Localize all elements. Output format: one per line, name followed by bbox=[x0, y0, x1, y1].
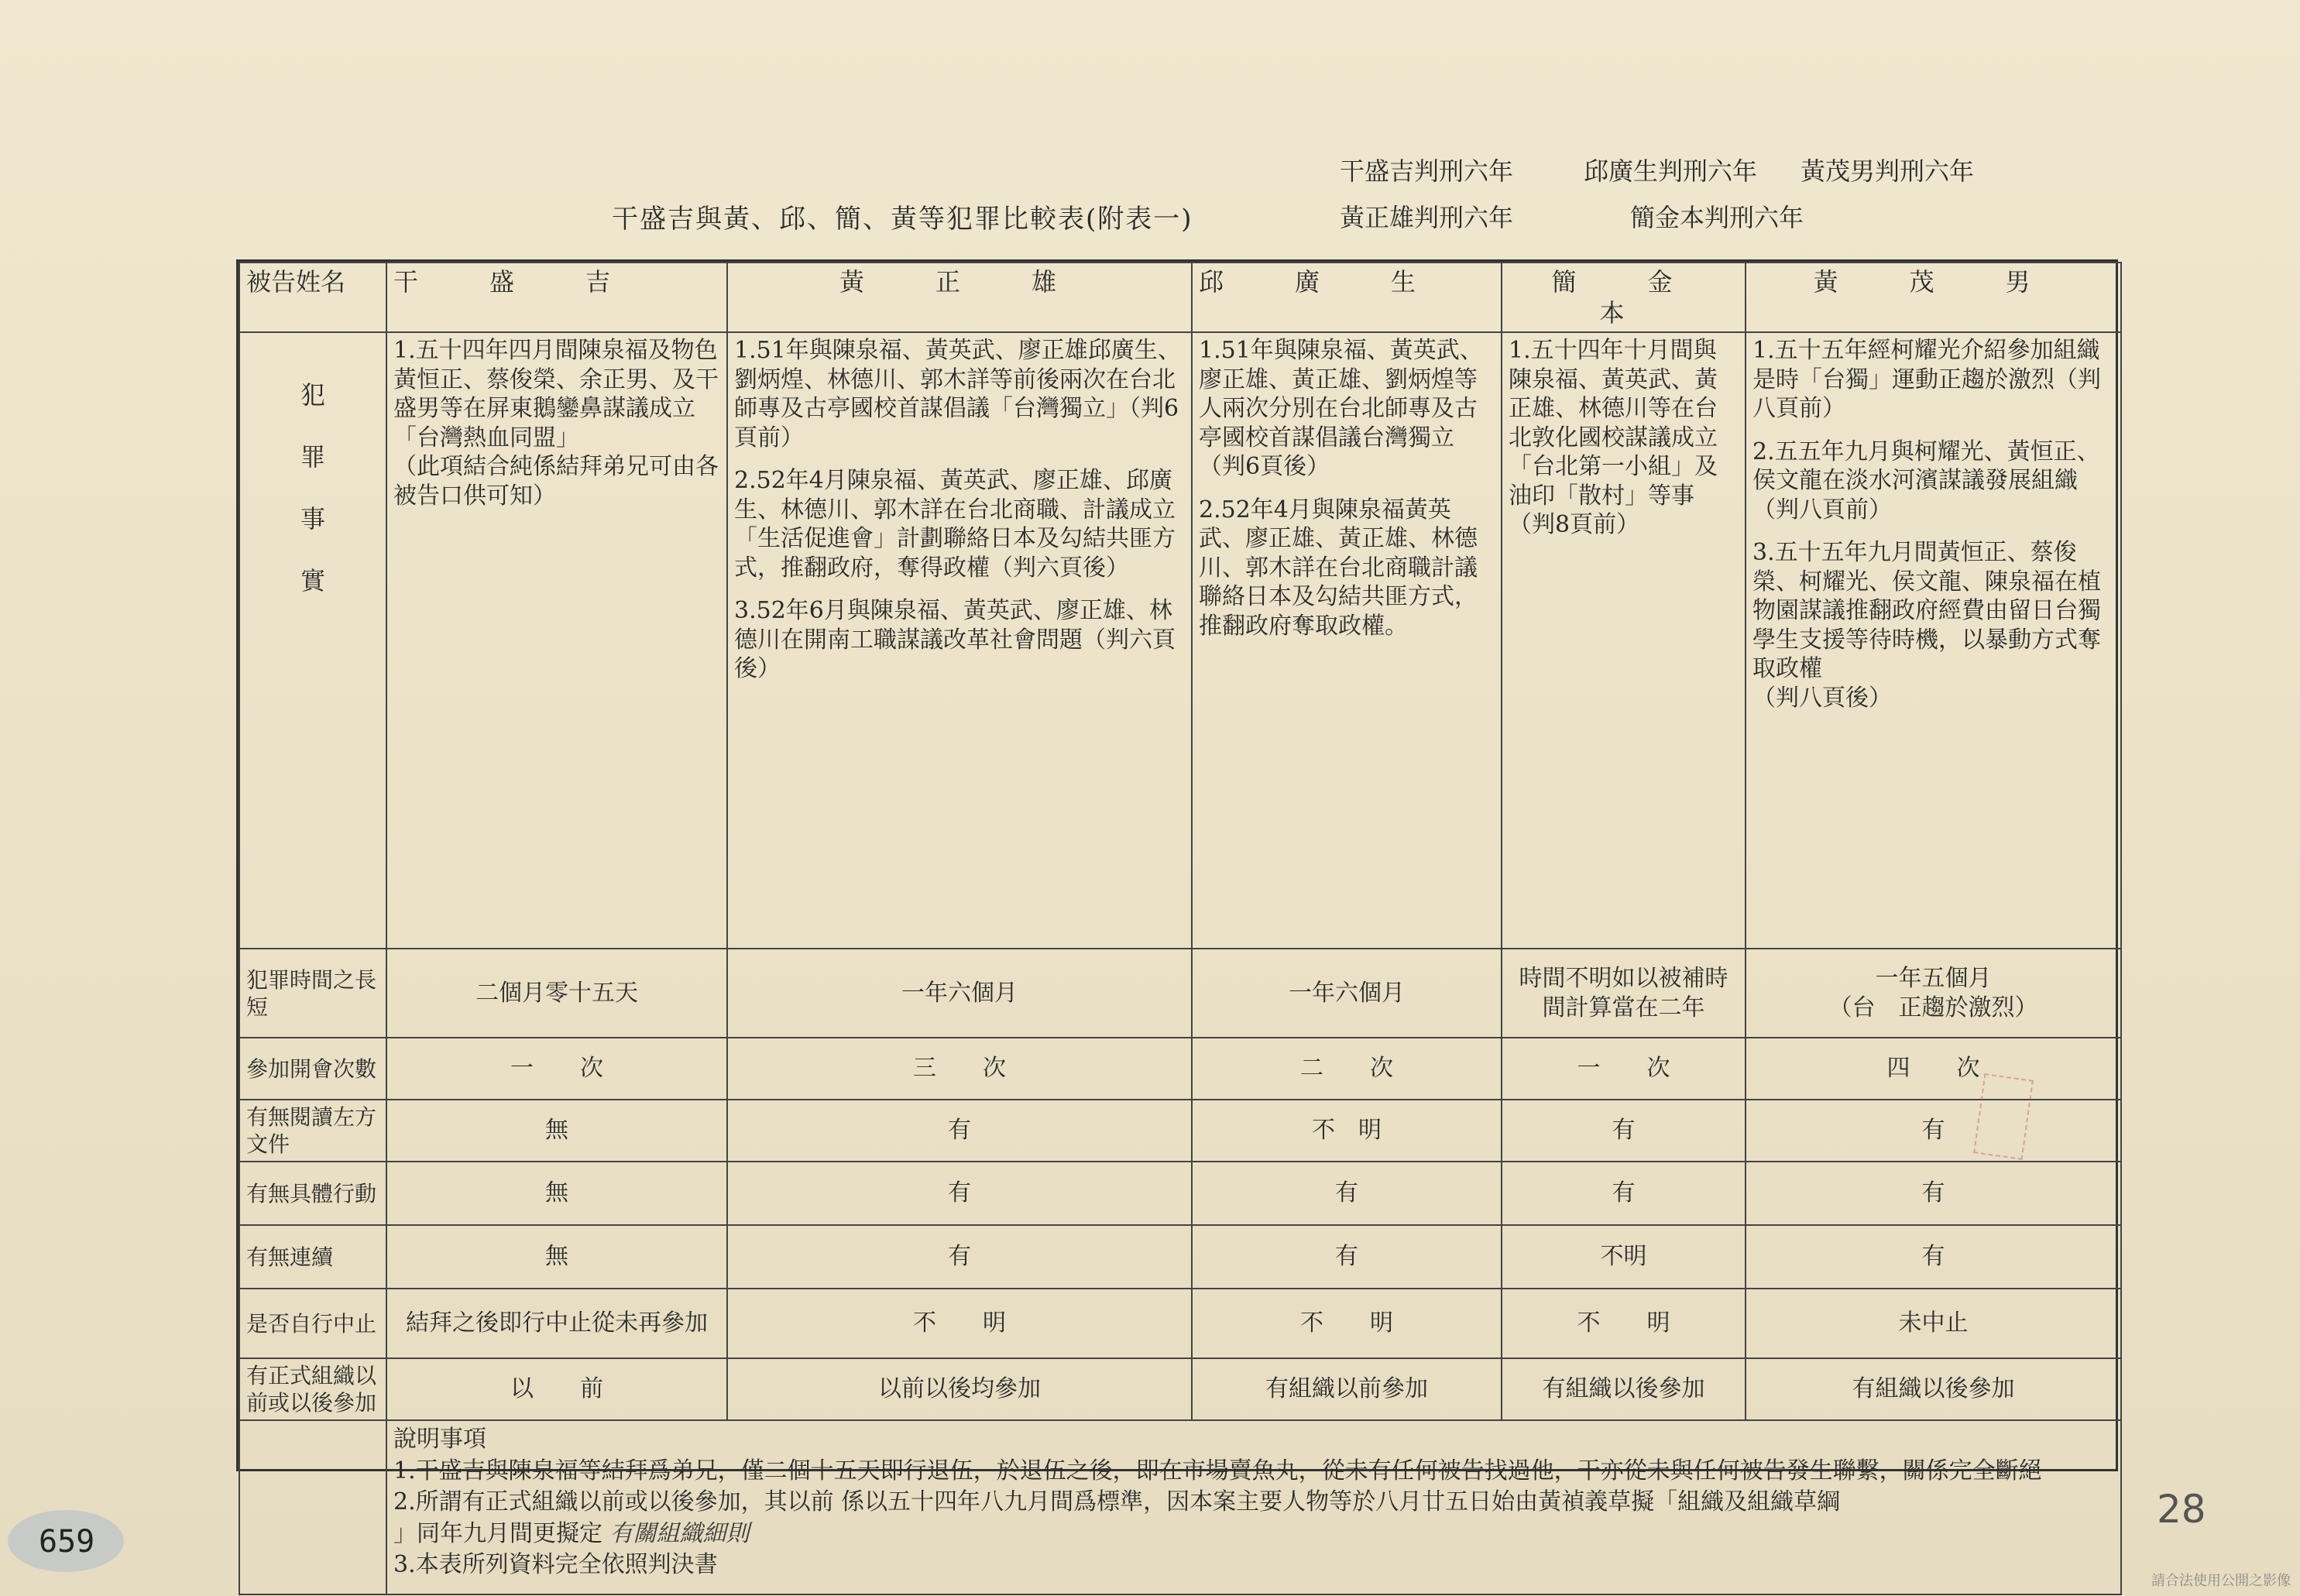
note-item bbox=[393, 1519, 2114, 1550]
table-row bbox=[239, 1100, 2121, 1162]
archive-number: 659 bbox=[39, 1524, 95, 1560]
table-cell: 時間不明如以被補時間計算當在二年 bbox=[1502, 949, 1746, 1038]
fact-item: 2.五五年九月與柯耀光、黃恒正、侯文龍在淡水河濱謀議發展組織（判八頁前） bbox=[1752, 438, 2100, 523]
table-row bbox=[239, 1289, 2121, 1358]
notes-heading: 說明事項 bbox=[393, 1426, 486, 1453]
fact-item: 2.52年4月與陳泉福黃英武、廖正雄、黃正雄、林德川、郭木詳在台北商職計議聯絡日本及勾結共匪方式，推翻政府奪取政權。 bbox=[1199, 496, 1478, 640]
table-cell: 不 明 bbox=[1192, 1100, 1502, 1162]
fact-item: 3.52年6月與陳泉福、黃英武、廖正雄、林德川在開南工職謀議改革社會問題（判六頁後） bbox=[734, 597, 1176, 682]
notes-label-cell bbox=[239, 1420, 386, 1594]
note-text: 」同年九月間更擬定 bbox=[393, 1519, 602, 1547]
fact-item: 2.52年4月陳泉福、黃英武、廖正雄、邱廣生、林德川、郭木詳在台北商職、計議成立「生活促進會」計劃聯絡日本及勾結共匪方式，推翻政府，奪得政權（判六頁後） bbox=[734, 467, 1176, 582]
table-cell: 不 明 bbox=[727, 1289, 1192, 1358]
table-cell: 無 bbox=[386, 1225, 727, 1289]
table-row bbox=[239, 949, 2121, 1038]
fact-item: 1.五十四年十月間與陳泉福、黃英武、黃正雄、林德川等在台北敦化國校謀議成立「台北第一小組」及油印「散村」等事（判8頁前） bbox=[1509, 337, 1718, 538]
sentence-item: 邱廣生判刑六年 bbox=[1584, 156, 1758, 186]
fact-item: 1.五十四年四月間陳泉福及物色黃恒正、蔡俊榮、余正男、及干盛男等在屏東鵝鑾鼻謀議成立「台灣熱血同盟」 （此項結合純係結拜弟兄可由各被告口供可知） bbox=[393, 337, 719, 510]
table-cell: 有組織以後參加 bbox=[1746, 1358, 2121, 1420]
table-cell: 未中止 bbox=[1746, 1289, 2121, 1358]
note-item: 3.本表所列資料完全依照判決書 bbox=[393, 1551, 718, 1578]
table-cell: 有 bbox=[727, 1162, 1192, 1225]
archive-stamp bbox=[8, 1510, 124, 1572]
note-text: 係以五十四年八九月間爲標準，因本案主要人物等於八月廿五日始由黃禎義草擬「組織及組織草綱 bbox=[841, 1488, 1841, 1515]
header-label: 被告姓名 bbox=[239, 263, 386, 332]
table-row bbox=[239, 1162, 2121, 1225]
sentence-item: 簡金本判刑六年 bbox=[1630, 203, 1804, 232]
usage-watermark: 請合法使用公開之影像 bbox=[2151, 1573, 2291, 1589]
row-label: 有無閱讀左方文件 bbox=[239, 1100, 386, 1162]
table-row bbox=[239, 1038, 2121, 1100]
defendant-name: 邱 廣 生 bbox=[1192, 263, 1502, 332]
fact-item: 3.五十五年九月間黃恒正、蔡俊榮、柯耀光、侯文龍、陳泉福在植物園謀議推翻政府經費由留日台獨學生支援等待時機，以暴動方式奪取政權 （判八頁後） bbox=[1752, 539, 2101, 712]
table-cell: 有 bbox=[1192, 1162, 1502, 1225]
fact-item: 1.五十五年經柯耀光介紹參加組織是時「台獨」運動正趨於激烈（判八頁前） bbox=[1752, 337, 2101, 422]
page-number: 28 bbox=[2157, 1487, 2206, 1532]
row-label: 是否自行中止 bbox=[239, 1289, 386, 1358]
note-item bbox=[393, 1487, 2114, 1519]
row-label: 有無具體行動 bbox=[239, 1162, 386, 1225]
row-label: 犯罪時間之長短 bbox=[239, 949, 386, 1038]
crime-facts bbox=[727, 332, 1192, 949]
row-label: 犯 罪 事 實 bbox=[239, 332, 386, 949]
handwritten-note: 有關組織細則 bbox=[609, 1519, 750, 1547]
table-cell: 無 bbox=[386, 1162, 727, 1225]
table-cell: 四 次 bbox=[1746, 1038, 2121, 1100]
crime-facts bbox=[1746, 332, 2121, 949]
table-cell: 有 bbox=[1192, 1225, 1502, 1289]
table-cell: 以前以後均參加 bbox=[727, 1358, 1192, 1420]
note-text: 2.所謂有正式組織以前或以後參加，其以前 bbox=[393, 1488, 834, 1515]
table-cell: 有組織以前參加 bbox=[1192, 1358, 1502, 1420]
table-cell: 二 次 bbox=[1192, 1038, 1502, 1100]
defendant-name: 干 盛 吉 bbox=[386, 263, 727, 332]
crime-facts bbox=[386, 332, 727, 949]
fact-item: 1.51年與陳泉福、黃英武、廖正雄、黃正雄、劉炳煌等人兩次分別在台北師專及古亭國校首謀倡議台灣獨立（判6頁後） bbox=[1199, 337, 1483, 480]
table-row bbox=[239, 332, 2121, 949]
table-cell: 有 bbox=[1746, 1225, 2121, 1289]
row-label: 有正式組織以前或以後參加 bbox=[239, 1358, 386, 1420]
table-cell: 有組織以後參加 bbox=[1502, 1358, 1746, 1420]
sentence-item: 干盛吉判刑六年 bbox=[1340, 156, 1514, 186]
table-cell: 不 明 bbox=[1192, 1289, 1502, 1358]
row-label: 有無連續 bbox=[239, 1225, 386, 1289]
row-label: 參加開會次數 bbox=[239, 1038, 386, 1100]
defendant-name: 黃 正 雄 bbox=[727, 263, 1192, 332]
crime-facts bbox=[1502, 332, 1746, 949]
table-cell: 以 前 bbox=[386, 1358, 727, 1420]
table-cell: 結拜之後即行中止從未再參加 bbox=[386, 1289, 727, 1358]
fact-item: 1.51年與陳泉福、黃英武、廖正雄邱廣生、劉炳煌、林德川、郭木詳等前後兩次在台北師專及古亭國校首謀倡議「台灣獨立」（判6頁前） bbox=[734, 337, 1181, 451]
table-cell: 三 次 bbox=[727, 1038, 1192, 1100]
defendant-name: 黃 茂 男 bbox=[1746, 263, 2121, 332]
crime-facts bbox=[1192, 332, 1502, 949]
note-item: 1.干盛吉與陳泉福等結拜爲弟兄，僅二個十五天即行退伍，於退伍之後，即在市場賣魚丸，從未有任何被告找過他，干亦從未與任何被告發生聯繫，關係完全斷絕 bbox=[393, 1457, 2042, 1484]
notes-row bbox=[239, 1420, 2121, 1594]
sentence-item: 黃茂男判刑六年 bbox=[1801, 156, 1975, 186]
table-cell: 有 bbox=[1746, 1162, 2121, 1225]
table-row bbox=[239, 1225, 2121, 1289]
table-cell: 有 bbox=[727, 1225, 1192, 1289]
defendant-name: 簡 金 本 bbox=[1502, 263, 1746, 332]
table-cell: 有 bbox=[727, 1100, 1192, 1162]
table-cell: 不 明 bbox=[1502, 1289, 1746, 1358]
table-cell: 不明 bbox=[1502, 1225, 1746, 1289]
document-title: 干盛吉與黃、邱、簡、黃等犯罪比較表(附表一) bbox=[612, 204, 1193, 235]
table-row bbox=[239, 1358, 2121, 1420]
table-cell: 一 次 bbox=[386, 1038, 727, 1100]
table-cell: 一年六個月 bbox=[727, 949, 1192, 1038]
table-cell: 有 bbox=[1746, 1100, 2121, 1162]
notes-section bbox=[386, 1420, 2121, 1594]
table-cell: 無 bbox=[386, 1100, 727, 1162]
table-cell: 有 bbox=[1502, 1100, 1746, 1162]
table-cell: 二個月零十五天 bbox=[386, 949, 727, 1038]
comparison-table bbox=[236, 259, 2118, 1578]
sentence-item: 黃正雄判刑六年 bbox=[1340, 203, 1514, 232]
table-cell: 一 次 bbox=[1502, 1038, 1746, 1100]
table-cell: 有 bbox=[1502, 1162, 1746, 1225]
table-header-row bbox=[239, 263, 2121, 332]
table-cell: 一年六個月 bbox=[1192, 949, 1502, 1038]
table-cell: 一年五個月 （台 正趨於激烈） bbox=[1746, 949, 2121, 1038]
